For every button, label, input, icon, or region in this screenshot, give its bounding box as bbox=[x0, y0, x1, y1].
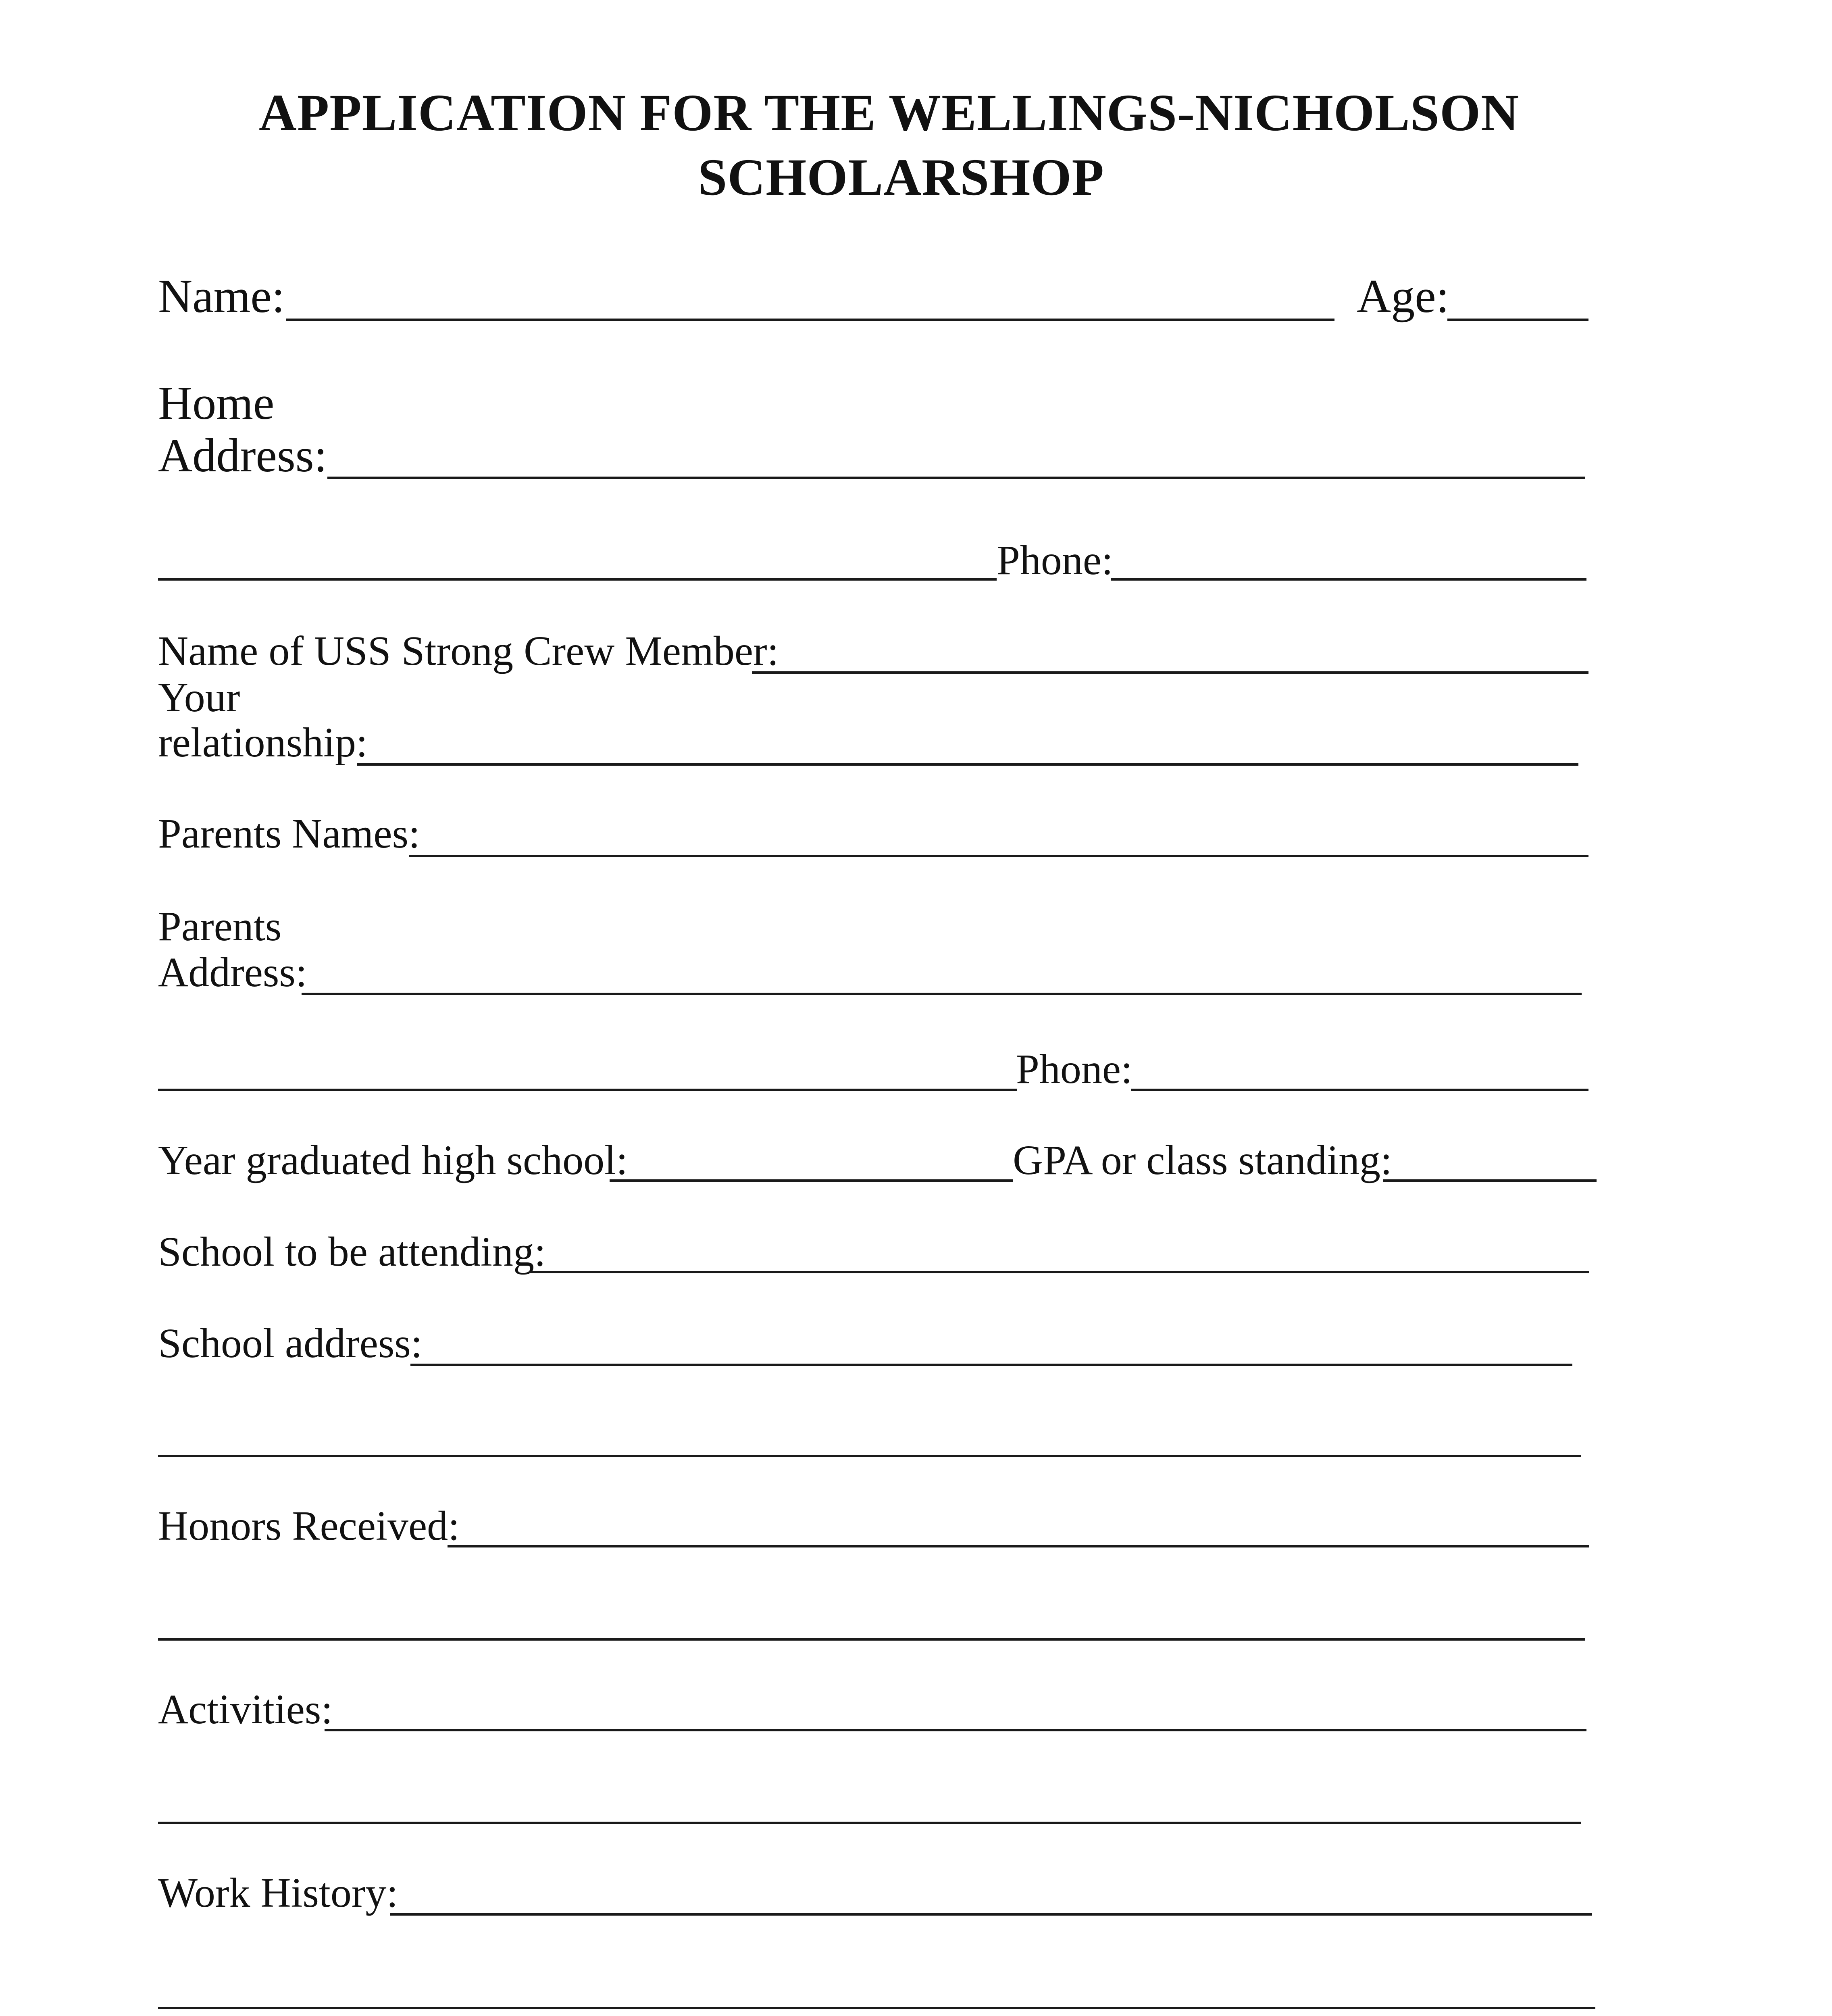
home-address-label: Address: bbox=[158, 429, 327, 482]
honors-field[interactable] bbox=[448, 1545, 1589, 1547]
activities-line-2-field[interactable] bbox=[158, 1822, 1581, 1824]
parents-address-line-2-field[interactable] bbox=[158, 1089, 1017, 1091]
school-attending-field[interactable] bbox=[529, 1271, 1589, 1273]
home-address-line-2-field[interactable] bbox=[158, 578, 997, 581]
age-field[interactable] bbox=[1447, 319, 1588, 321]
relationship-label: relationship: bbox=[158, 719, 368, 766]
honors-label: Honors Received: bbox=[158, 1503, 460, 1549]
parents-address-field[interactable] bbox=[302, 993, 1582, 995]
crew-member-label: Name of USS Strong Crew Member: bbox=[158, 628, 779, 674]
activities-field[interactable] bbox=[325, 1729, 1586, 1731]
work-history-field[interactable] bbox=[390, 1913, 1592, 1916]
form-title-line-2: SCHOLARSHOP bbox=[698, 148, 1104, 206]
name-label: Name: bbox=[158, 270, 285, 323]
form-title-line-1: APPLICATION FOR THE WELLINGS-NICHOLSON bbox=[258, 84, 1520, 142]
parents-phone-field[interactable] bbox=[1131, 1089, 1588, 1091]
parents-label: Parents bbox=[158, 903, 282, 950]
school-address-field[interactable] bbox=[410, 1364, 1572, 1366]
your-label: Your bbox=[158, 674, 240, 721]
year-graduated-field[interactable] bbox=[610, 1179, 1013, 1182]
age-label: Age: bbox=[1357, 270, 1449, 323]
work-history-line-2-field[interactable] bbox=[158, 2007, 1595, 2009]
home-label: Home bbox=[158, 377, 275, 429]
school-address-line-2-field[interactable] bbox=[158, 1455, 1581, 1457]
gpa-label: GPA or class standing: bbox=[1013, 1137, 1392, 1183]
name-field[interactable] bbox=[286, 319, 1334, 321]
work-history-label: Work History: bbox=[158, 1870, 398, 1916]
home-address-field[interactable] bbox=[327, 477, 1585, 479]
relationship-field[interactable] bbox=[357, 763, 1578, 766]
crew-member-field[interactable] bbox=[752, 671, 1588, 674]
year-graduated-label: Year graduated high school: bbox=[158, 1137, 628, 1183]
school-address-label: School address: bbox=[158, 1320, 423, 1366]
parents-names-label: Parents Names: bbox=[158, 810, 420, 857]
home-phone-field[interactable] bbox=[1111, 578, 1586, 581]
activities-label: Activities: bbox=[158, 1686, 333, 1733]
honors-line-2-field[interactable] bbox=[158, 1638, 1585, 1641]
parents-names-field[interactable] bbox=[409, 855, 1588, 857]
school-attending-label: School to be attending: bbox=[158, 1229, 546, 1275]
gpa-field[interactable] bbox=[1383, 1179, 1597, 1182]
parents-address-label: Address: bbox=[158, 949, 307, 996]
parents-phone-label: Phone: bbox=[1016, 1046, 1133, 1092]
home-phone-label: Phone: bbox=[997, 537, 1113, 583]
